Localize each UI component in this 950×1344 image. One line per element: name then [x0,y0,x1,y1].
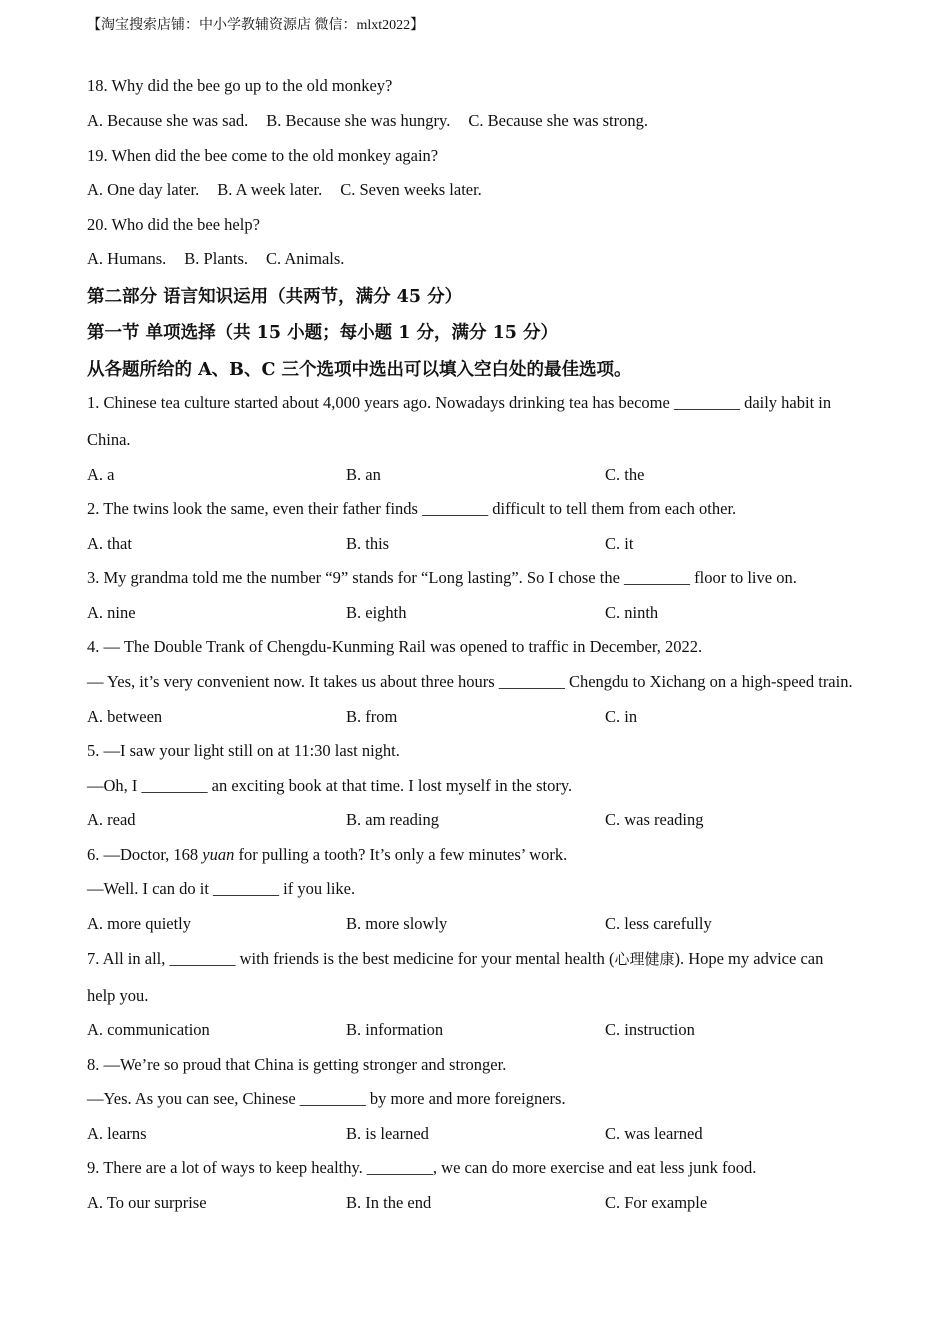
option-a: A. a [87,465,115,484]
option-a: A. Humans. [87,249,167,268]
question-6-text-end: for pulling a tooth? It’s only a few minutes’ work. [234,845,568,864]
question-1: 1. Chinese tea culture started about 4,000 years ago. Nowadays drinking tea has become ________ daily habit in [87,393,832,412]
option-a: A. To our surprise [87,1193,207,1212]
option-a: A. learns [87,1124,147,1143]
question-7-text-end: ). Hope my advice can [674,949,824,968]
option-c: C. was reading [605,810,704,829]
question-6-italic-word: yuan [202,845,235,864]
option-b: B. Because she was hungry. [266,111,451,130]
option-b: B. am reading [346,810,440,829]
question-6-reply: —Well. I can do it ________ if you like. [87,879,356,898]
option-b: B. an [346,465,381,484]
question-18: 18. Why did the bee go up to the old monkey? [87,76,393,95]
question-20: 20. Who did the bee help? [87,215,260,234]
option-b: B. is learned [346,1124,429,1143]
question-6 [87,845,567,865]
option-c: C. Seven weeks later. [340,180,482,199]
option-c: C. Because she was strong. [468,111,648,130]
question-7-options [87,1020,877,1040]
option-c: C. was learned [605,1124,703,1143]
section-instruction: 从各题所给的 A、B、C 三个选项中选出可以填入空白处的最佳选项。 [87,360,632,380]
option-a: A. that [87,534,132,553]
option-c: C. less carefully [605,914,712,933]
question-3: 3. My grandma told me the number “9” stands for “Long lasting”. So I chose the ________ floor to live on. [87,568,797,587]
option-b: B. this [346,534,390,553]
question-7-text-start: 7. All in all, ________ with friends is the best medicine for your mental health ( [87,949,615,968]
option-a: A. read [87,810,136,829]
option-a: A. more quietly [87,914,192,933]
question-5-options [87,810,877,830]
option-c: C. the [605,465,645,484]
question-1-options [87,465,877,485]
question-6-text-start: 6. —Doctor, 168 [87,845,203,864]
question-4-options [87,707,877,727]
question-1-continued: China. [87,430,131,449]
option-c: C. Animals. [266,249,345,268]
question-2: 2. The twins look the same, even their father finds ________ difficult to tell them from each other. [87,499,737,518]
question-8: 8. —We’re so proud that China is getting stronger and stronger. [87,1055,507,1074]
option-c: C. instruction [605,1020,695,1039]
option-b: B. more slowly [346,914,448,933]
question-7 [87,948,823,969]
question-19: 19. When did the bee come to the old monkey again? [87,146,439,165]
question-19-options [87,180,500,200]
question-2-options [87,534,877,554]
question-4: 4. — The Double Trank of Chengdu-Kunming Rail was opened to traffic in December, 2022. [87,637,703,656]
question-5-reply: —Oh, I ________ an exciting book at that time. I lost myself in the story. [87,776,573,795]
option-a: A. communication [87,1020,210,1039]
option-c: C. it [605,534,634,553]
question-18-options [87,111,666,131]
question-7-continued: help you. [87,986,149,1005]
page-header: 【淘宝搜索店铺：中小学教辅资源店 微信：mlxt2022】 [87,18,425,33]
question-8-reply: —Yes. As you can see, Chinese ________ by more and more foreigners. [87,1089,566,1108]
option-b: B. A week later. [217,180,323,199]
question-7-chinese-gloss: 心理健康 [614,950,675,968]
question-6-options [87,914,877,934]
option-a: A. nine [87,603,136,622]
option-a: A. One day later. [87,180,200,199]
question-5: 5. —I saw your light still on at 11:30 last night. [87,741,400,760]
question-9-options [87,1193,877,1213]
part-two-heading: 第二部分 语言知识运用（共两节，满分 45 分） [87,287,463,307]
section-one-heading: 第一节 单项选择（共 15 小题；每小题 1 分，满分 15 分） [87,323,559,343]
option-b: B. Plants. [184,249,249,268]
option-a: A. Because she was sad. [87,111,249,130]
question-4-reply: — Yes, it’s very convenient now. It takes us about three hours ________ Chengdu to Xichang on a high-speed train. [87,672,853,691]
option-b: B. In the end [346,1193,432,1212]
option-c: C. For example [605,1193,708,1212]
option-b: B. eighth [346,603,407,622]
option-c: C. in [605,707,638,726]
question-20-options [87,249,362,269]
option-a: A. between [87,707,163,726]
option-c: C. ninth [605,603,659,622]
option-b: B. from [346,707,398,726]
question-8-options [87,1124,877,1144]
option-b: B. information [346,1020,444,1039]
question-9: 9. There are a lot of ways to keep healthy. ________, we can do more exercise and eat less junk food. [87,1158,757,1177]
question-3-options [87,603,877,623]
